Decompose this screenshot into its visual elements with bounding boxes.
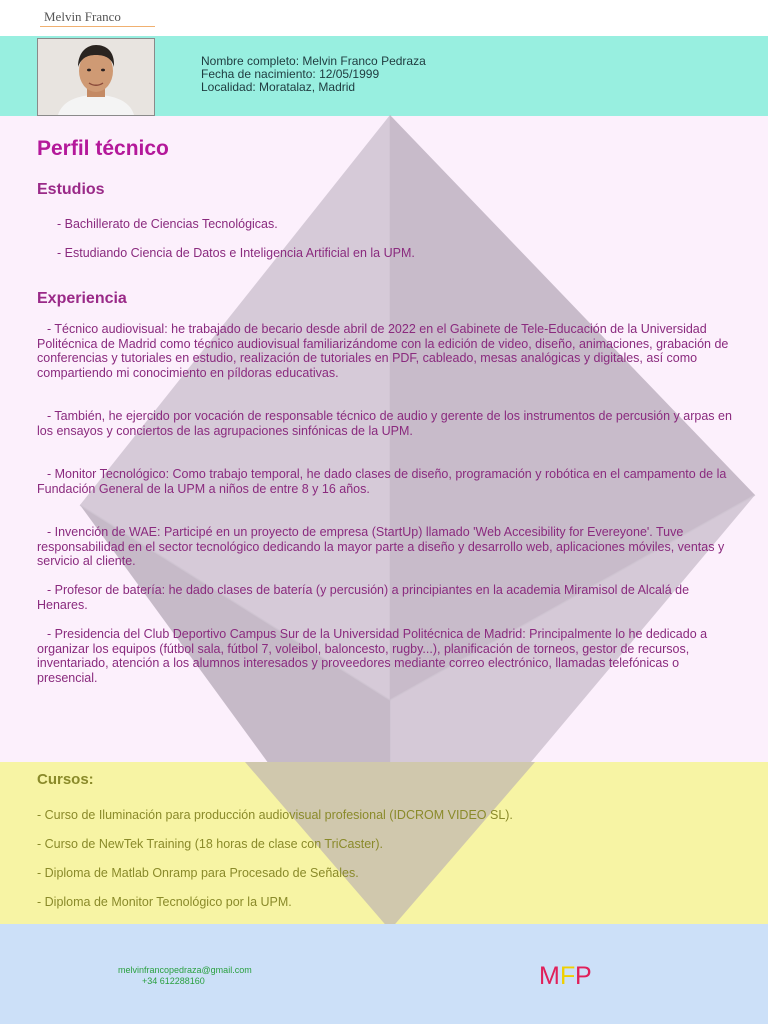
course-item: - Curso de NewTek Training (18 horas de clase con TriCaster). <box>37 837 383 851</box>
experience-item: - Profesor de batería: he dado clases de batería (y percusión) a principiantes en la academia Miramisol de Alcalá de Henares. <box>37 583 690 612</box>
top-name: Melvin Franco <box>44 9 121 24</box>
contact-phone: +34 612288160 <box>142 976 205 986</box>
course-item: - Curso de Iluminación para producción audiovisual profesional (IDCROM VIDEO SL). <box>37 808 513 822</box>
logo-letter-p: P <box>575 962 592 988</box>
logo-letter-m: M <box>539 962 560 988</box>
course-item: - Diploma de Monitor Tecnológico por la UPM. <box>37 895 292 909</box>
location-line: Localidad: Moratalaz, Madrid <box>201 80 356 94</box>
studies-heading: Estudios <box>37 181 105 198</box>
studies-item: - Bachillerato de Ciencias Tecnológicas. <box>57 217 278 231</box>
courses-heading: Cursos: <box>37 771 94 788</box>
full-name-line: Nombre completo: Melvin Franco Pedraza <box>201 54 426 68</box>
course-item: - Diploma de Matlab Onramp para Procesado de Señales. <box>37 866 359 880</box>
experience-item: - También, he ejercido por vocación de responsable técnico de audio y gerente de los instrumentos de percusión y arpas en los ensayos y conciertos de las agrupaciones sinfónicas de la UPM. <box>37 409 732 438</box>
contact-email-link[interactable]: melvinfrancopedraza@gmail.com <box>118 965 252 975</box>
experience-item: - Invención de WAE: Participé en un proyecto de empresa (StartUp) llamado 'Web Accesibility for Evereyone'. Tuve responsabilidad en el sector tecnológico dedicando la mayor parte a diseño y desarrollo web, aplicaciones móviles, ventas y servicio al cliente. <box>37 525 725 568</box>
experience-item: - Presidencia del Club Deportivo Campus Sur de la Universidad Politécnica de Madrid: Principalmente lo he dedicado a organizar los equipos (fútbol sala, fútbol 7, voleibol, baloncesto, rugby...), planificación de torneos, gestor de recursos, inventariado, atención a los alumnos interesados y proveedores mediante correo electrónico, llamadas telefónicas o presencial. <box>37 627 708 685</box>
footer-band <box>0 924 768 1024</box>
experience-heading: Experiencia <box>37 290 127 307</box>
experience-item: - Técnico audiovisual: he trabajado de becario desde abril de 2022 en el Gabinete de Tele-Educación de la Universidad Politécnica de Madrid como técnico audiovisual familiarizándome con la edición de video, diseño, animaciones, grabación de conferencias y tutoriales en estudio, realización de tutoriales en PDF, cableado, mesas analógicas y digitales, así como compartiendo mi conocimiento en píldoras educativas. <box>37 322 729 380</box>
studies-item: - Estudiando Ciencia de Datos e Inteligencia Artificial en la UPM. <box>57 246 415 260</box>
mfp-logo-icon <box>539 958 595 988</box>
birth-date-line: Fecha de nacimiento: 12/05/1999 <box>201 67 380 81</box>
experience-item: - Monitor Tecnológico: Como trabajo temporal, he dado clases de diseño, programación y robótica en el campamento de la Fundación General de la UPM a niños de entre 8 y 16 años. <box>37 467 727 496</box>
profile-title: Perfil técnico <box>37 137 169 160</box>
logo-letter-f: F <box>560 962 576 988</box>
